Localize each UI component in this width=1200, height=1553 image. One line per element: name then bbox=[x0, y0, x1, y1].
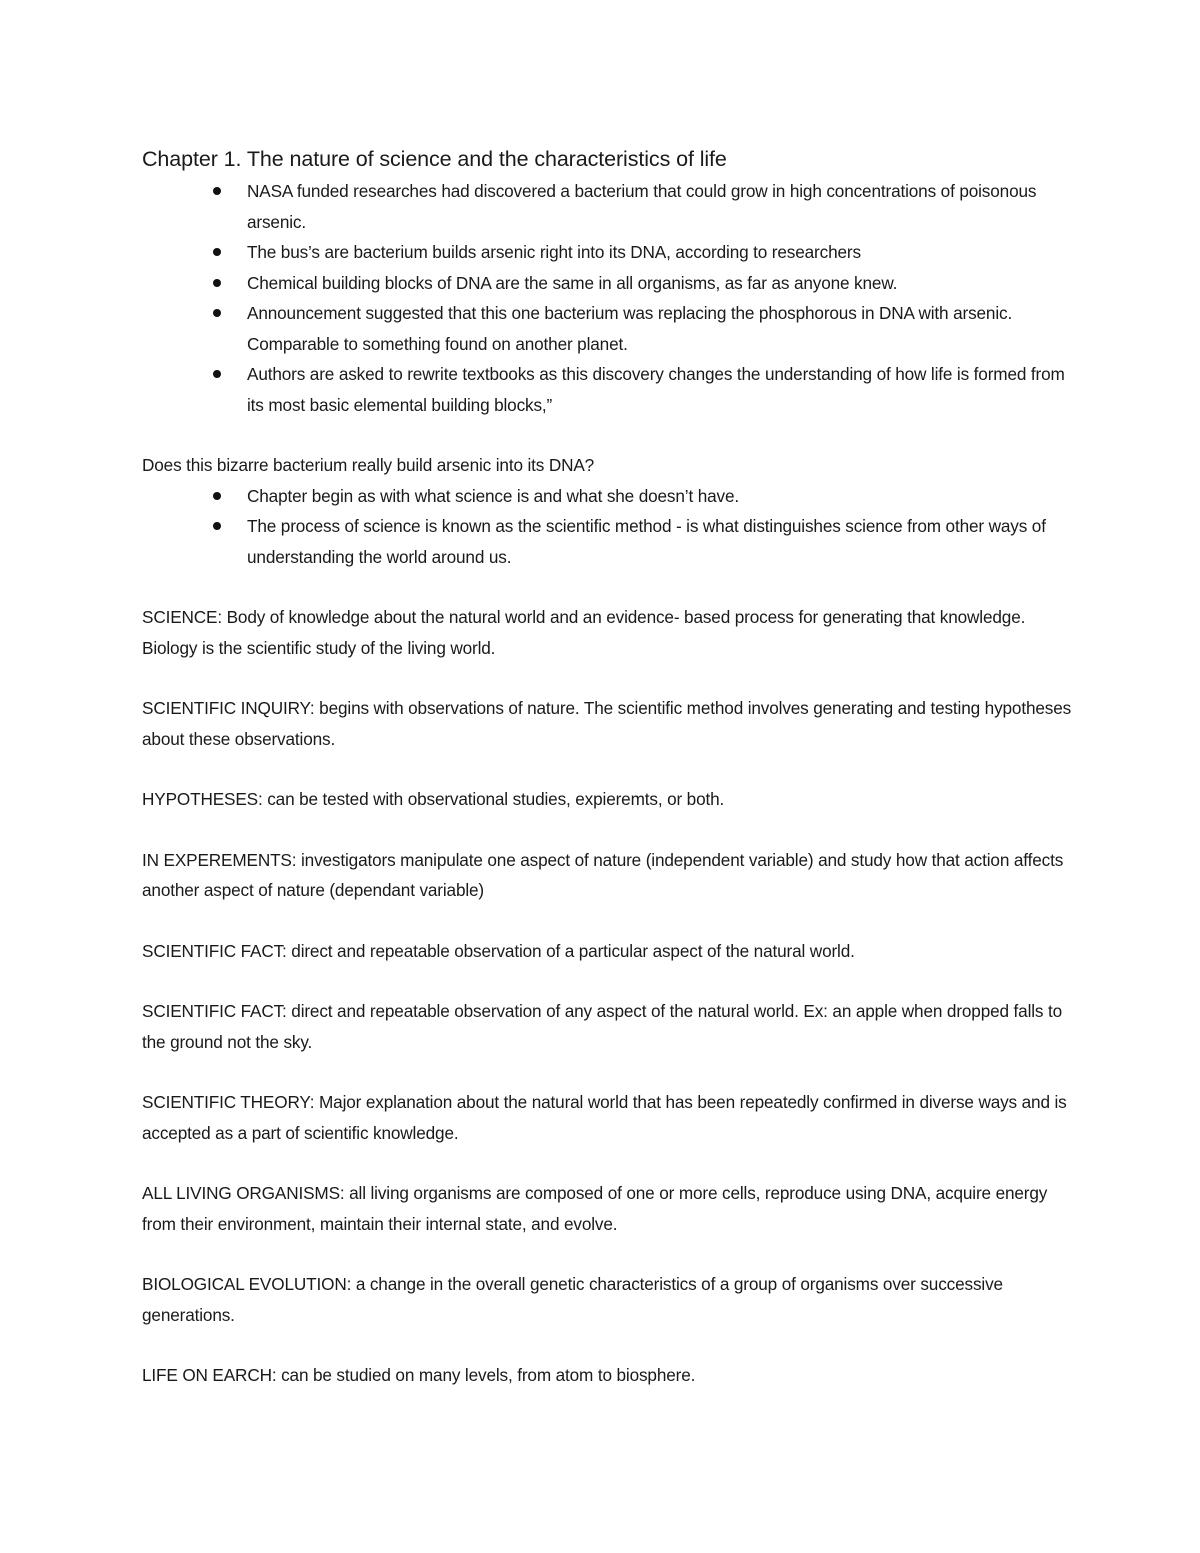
spacer bbox=[142, 1330, 1072, 1360]
spacer bbox=[142, 906, 1072, 936]
bullet-text: The bus’s are bacterium builds arsenic right into its DNA, according to researchers bbox=[247, 242, 861, 262]
definition-scientific-inquiry: SCIENTIFIC INQUIRY: begins with observations of nature. The scientific method involves generating and testing hypotheses about these observations. bbox=[142, 698, 1072, 749]
bullet-item bbox=[247, 511, 1072, 572]
definition-living-organisms: ALL LIVING ORGANISMS: all living organisms are composed of one or more cells, reproduce using DNA, acquire energy from their environment, maintain their internal state, and evolve. bbox=[142, 1183, 1048, 1234]
document-content bbox=[142, 142, 1072, 1391]
bullet-icon bbox=[213, 370, 221, 378]
bullet-text: Chapter begin as with what science is and what she doesn’t have. bbox=[247, 485, 740, 506]
bullet-icon bbox=[213, 279, 221, 287]
bullet-text: The process of science is known as the scientific method - is what distinguishes science from other ways of understanding the world around us. bbox=[247, 516, 1046, 567]
bullet-icon bbox=[213, 187, 221, 195]
bullet-icon bbox=[213, 248, 221, 256]
spacer bbox=[142, 1239, 1072, 1269]
bullet-icon bbox=[213, 522, 221, 530]
bullet-item bbox=[247, 298, 1072, 359]
spacer bbox=[142, 572, 1072, 602]
bullet-text: Authors are asked to rewrite textbooks as this discovery changes the understanding of how life is formed from its most basic elemental building blocks,” bbox=[247, 364, 1065, 415]
definition-scientific-fact-example: SCIENTIFIC FACT: direct and repeatable observation of any aspect of the natural world. Ex: an apple when dropped falls to the ground not the sky. bbox=[142, 1001, 1063, 1052]
bullet-item bbox=[247, 268, 1072, 299]
bullet-icon bbox=[213, 492, 221, 500]
spacer bbox=[142, 966, 1072, 996]
definition-scientific-theory: SCIENTIFIC THEORY: Major explanation about the natural world that has been repeatedly confirmed in diverse ways and is accepted as a part of scientific knowledge. bbox=[142, 1092, 1067, 1143]
spacer bbox=[142, 663, 1072, 693]
definition-experiments: IN EXPEREMENTS: investigators manipulate one aspect of nature (independent variable) and study how that action affects another aspect of nature (dependant variable) bbox=[142, 849, 1064, 900]
bullet-item bbox=[247, 176, 1072, 237]
bullet-item bbox=[247, 237, 1072, 268]
bullet-text: NASA funded researches had discovered a bacterium that could grow in high concentrations of poisonous arsenic. bbox=[247, 181, 1037, 232]
definition-biological-evolution: BIOLOGICAL EVOLUTION: a change in the overall genetic characteristics of a group of organisms over successive generations. bbox=[142, 1274, 1003, 1325]
spacer bbox=[142, 754, 1072, 784]
science-bullet-list bbox=[142, 481, 1072, 573]
bullet-item bbox=[247, 359, 1072, 420]
definition-scientific-fact: SCIENTIFIC FACT: direct and repeatable observation of a particular aspect of the natural world. bbox=[142, 940, 855, 961]
bullet-item bbox=[247, 481, 1072, 512]
spacer bbox=[142, 815, 1072, 845]
spacer bbox=[142, 1057, 1072, 1087]
definition-hypotheses: HYPOTHESES: can be tested with observational studies, expieremts, or both. bbox=[142, 789, 725, 809]
bullet-text: Announcement suggested that this one bacterium was replacing the phosphorous in DNA with arsenic. Comparable to something found on another planet. bbox=[247, 303, 1013, 354]
bullet-icon bbox=[213, 309, 221, 317]
intro-bullet-list bbox=[142, 176, 1072, 420]
definition-science: SCIENCE: Body of knowledge about the natural world and an evidence- based process for generating that knowledge. Biology is the scientific study of the living world. bbox=[142, 607, 1026, 658]
question-text: Does this bizarre bacterium really build arsenic into its DNA? bbox=[142, 455, 595, 475]
spacer bbox=[142, 1148, 1072, 1178]
definition-life-on-earth: LIFE ON EARCH: can be studied on many levels, from atom to biosphere. bbox=[142, 1365, 696, 1385]
bullet-text: Chemical building blocks of DNA are the same in all organisms, as far as anyone knew. bbox=[247, 272, 898, 293]
chapter-title: Chapter 1. The nature of science and the characteristics of life bbox=[142, 147, 727, 171]
